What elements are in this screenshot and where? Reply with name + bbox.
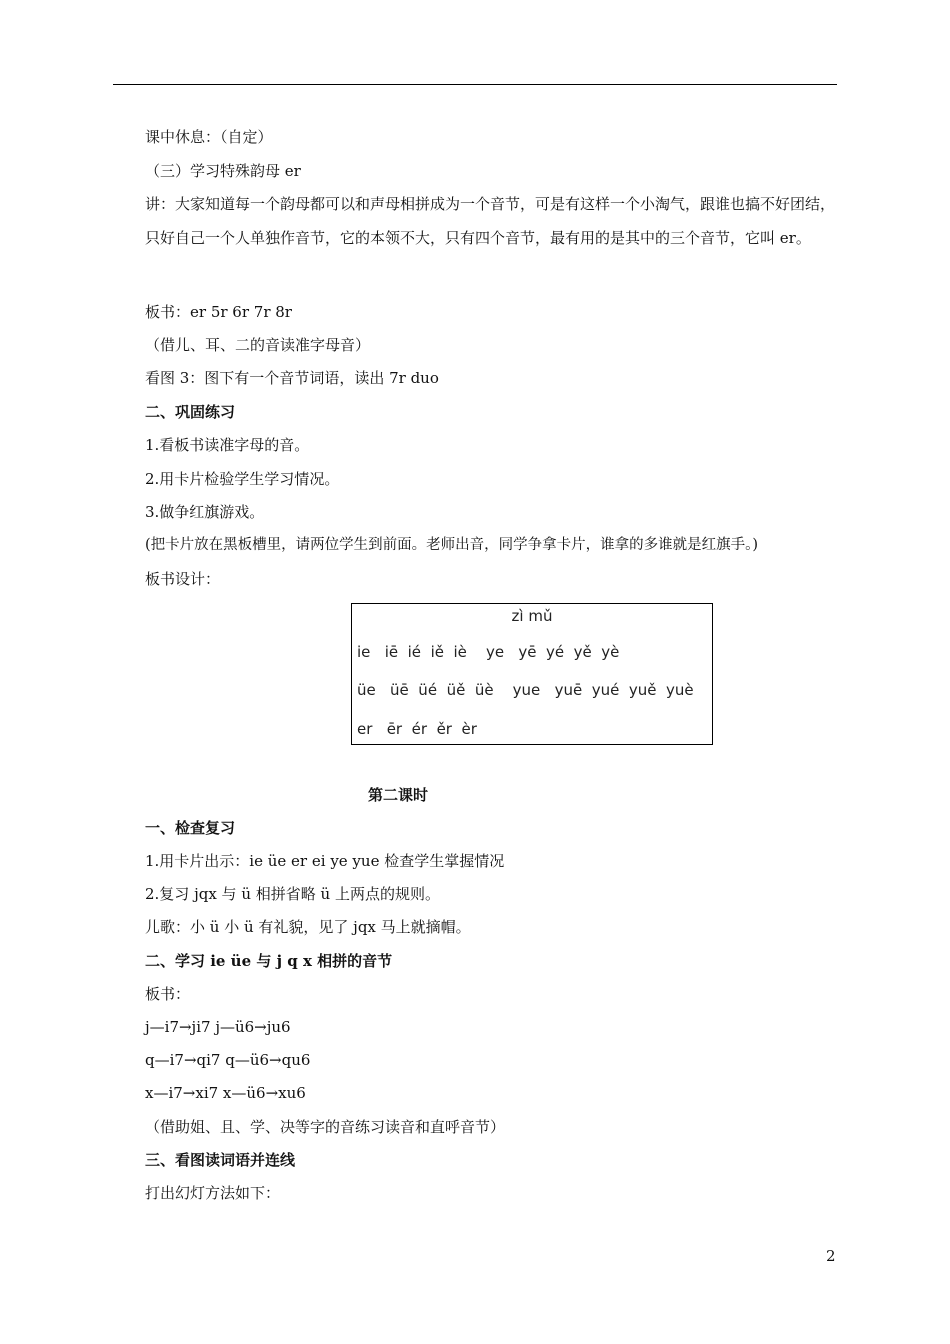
lesson-two-title: 第二课时 <box>367 786 428 804</box>
rest-line: 课中休息：（自定） <box>145 128 273 146</box>
game-note: (把卡片放在黑板槽里，请两位学生到前面。老师出音，同学争拿卡片，谁拿的多谁就是红旗手。) <box>145 537 759 553</box>
board-row-ue: üe üē üé üě üè yue yuē yué yuě yuè <box>357 681 694 699</box>
page-number: 2 <box>826 1247 836 1265</box>
lecture-paragraph: 讲：大家知道每一个韵母都可以和声母相拼成为一个音节，可是有这样一个小淘气，跟谁也搞不好团结，只好自己一个人单独作音节，它的本领不大，只有四个音节，最有用的是其中的三个音节，它叫 er。 <box>145 195 836 247</box>
q-syllable-line: q—i7→qi7 q—ü6→qu6 <box>145 1051 311 1069</box>
board-design-label: 板书设计： <box>145 570 221 588</box>
picture-words-heading: 三、看图读词语并连线 <box>145 1151 296 1169</box>
board-label: 板书： <box>145 985 191 1003</box>
practice-item-3: 3.做争红旗游戏。 <box>145 503 265 521</box>
picture3-line: 看图 3：图下有一个音节词语，读出 7r duo <box>145 369 439 387</box>
practice-item-2: 2.用卡片检验学生学习情况。 <box>145 470 340 488</box>
review-item-1: 1.用卡片出示：ie üe er ei ye yue 检查学生掌握情况 <box>145 852 505 870</box>
board-row-er: er ēr ér ěr èr <box>357 720 477 738</box>
header-rule <box>113 84 837 85</box>
practice-heading: 二、巩固练习 <box>145 403 236 421</box>
board-title: zì mǔ <box>511 607 553 625</box>
rhyme-line: 儿歌：小 ü 小 ü 有礼貌，见了 jqx 马上就摘帽。 <box>145 918 471 936</box>
j-syllable-line: j—i7→ji7 j—ü6→ju6 <box>145 1018 291 1036</box>
borrow-sound-note: （借儿、耳、二的音读准字母音） <box>145 336 371 354</box>
practice-item-1: 1.看板书读准字母的音。 <box>145 436 310 454</box>
section-er-heading: （三）学习特殊韵母 er <box>145 162 301 180</box>
board-design-box <box>351 603 713 745</box>
board-er-line: 板书：er 5r 6r 7r 8r <box>145 303 292 321</box>
learn-heading: 二、学习 ie üe 与 j q x 相拼的音节 <box>145 952 393 970</box>
slide-method-line: 打出幻灯方法如下： <box>145 1184 281 1202</box>
board-row-ie: ie iē ié iě iè ye yē yé yě yè <box>357 643 620 661</box>
review-item-2: 2.复习 jqx 与 ü 相拼省略 ü 上两点的规则。 <box>145 885 440 903</box>
x-syllable-line: x—i7→xi7 x—ü6→xu6 <box>145 1084 306 1102</box>
review-heading: 一、检查复习 <box>145 819 236 837</box>
borrow-words-note: （借助姐、且、学、决等字的音练习读音和直呼音节） <box>145 1118 506 1136</box>
